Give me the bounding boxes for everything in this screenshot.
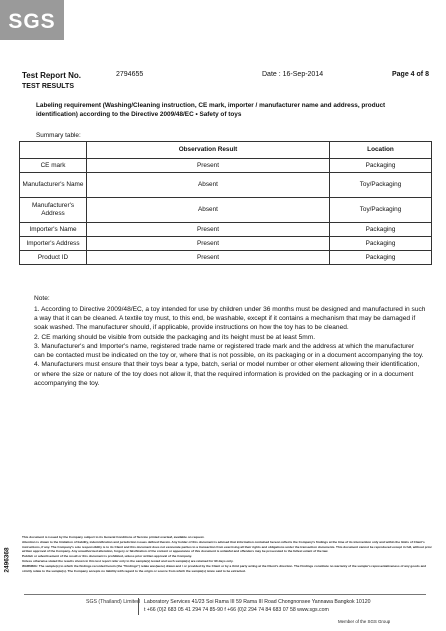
- sgs-logo: [0, 0, 64, 40]
- table-row: [20, 223, 432, 237]
- table-row: [20, 173, 432, 198]
- report-date: [262, 71, 323, 78]
- row-result: Present: [87, 223, 330, 237]
- table-header-row: [20, 142, 432, 159]
- footer-address: Laboratory Services 41/23 Soi Rama III 59 Rama III Road Chongnonsee Yannawa Bangkok 10120: [144, 599, 371, 605]
- row-item: Importer's Name: [20, 223, 87, 237]
- disclaimer-line: Publish or advertisement of the result or this document is prohibited, unless prior written approval of the Company.: [22, 554, 192, 559]
- note-item: 4. Manufacturers must ensure that their toys bear a type, batch, serial or model number or other element allowing their identification, or where the size or nature of the toy does not allow it, that the required information is provided on the packaging or in a document accompanying the toy.: [34, 361, 420, 387]
- disclaimer: [22, 535, 432, 574]
- footer-member: Member of the SGS Group: [338, 619, 391, 624]
- svg-text:SGS: SGS: [8, 10, 56, 33]
- note-item: 3. Manufacturer's and Importer's name, registered trade name or registered trade mark and the address at which the manufacturer can be contacted must be indicated on the toy or, where that is not possible, on its packaging or in a document accompanying the toy.: [34, 342, 424, 360]
- disclaimer-line: This document is issued by the Company subject to its General Conditions of Service printed overleaf, available on request.: [22, 535, 205, 539]
- section-title: TEST RESULTS: [22, 83, 74, 90]
- header-item: [20, 142, 87, 159]
- date-label: Date :: [262, 71, 281, 78]
- table-row: [20, 198, 432, 223]
- header-observation-result: Observation Result: [87, 142, 330, 159]
- header-location: Location: [330, 142, 432, 159]
- row-item: Manufacturer's Address: [20, 198, 87, 223]
- summary-table: [19, 141, 432, 265]
- row-location: Packaging: [330, 251, 432, 265]
- row-item: Product ID: [20, 251, 87, 265]
- page-indicator: Page 4 of 8: [392, 71, 429, 78]
- row-item: Importer's Address: [20, 237, 87, 251]
- footer-divider: [24, 594, 426, 595]
- report-number-label: Test Report No.: [22, 71, 81, 80]
- labeling-requirement: Labeling requirement (Washing/Cleaning instruction, CE mark, importer / manufacturer name and address, product identification) according to the Directive 2009/48/EC • Safety of toys: [36, 102, 386, 118]
- disclaimer-line: WARNING: The sample(s) to which the findings recorded herein (the "Findings") relate was(were) drawn and / or provided by the Client or by a third party acting at the Client's direction. The Findings constitute no warranty of the sample's representativeness of any goods and strictly relate to the sample(s). The Company accepts no liability with regard to the origin or source from which the sample(s) is/are said to be extracted.: [22, 564, 427, 573]
- date-value: 16-Sep-2014: [282, 71, 324, 78]
- row-item: CE mark: [20, 159, 87, 173]
- disclaimer-line: Attention is drawn to the limitation of liability, indemnification and jurisdiction issues defined therein. Any holder of this document is advised that information contained hereon reflects the Company's findings at the time of its intervention only and within the limits of Client's instructions, if any. The Company's sole responsibility is to its Client and this document does not exonerate parties to a transaction from exercising all their rights and obligations under the transaction documents. This document cannot be reproduced except in full, without prior written approval of the Company. Any unauthorized alteration, forgery or falsification of the content or appearance of this document is unlawful and offenders may be prosecuted to the fullest extent of the law.: [22, 539, 432, 554]
- row-location: Packaging: [330, 159, 432, 173]
- table-row: [20, 237, 432, 251]
- disclaimer-line: Unless otherwise stated the results shown in this test report refer only to the sample(s) tested and such sample(s) are retained for 90 days only.: [22, 559, 234, 564]
- row-location: Packaging: [330, 223, 432, 237]
- side-serial-text: 2496368: [3, 547, 11, 573]
- footer-contact: t +66 (0)2 683 05 41 294 74 85-90 f +66 (0)2 294 74 84 683 07 58 www.sgs.com: [144, 607, 329, 613]
- table-row: [20, 251, 432, 265]
- table-row: [20, 159, 432, 173]
- row-result: Present: [87, 251, 330, 265]
- row-result: Present: [87, 237, 330, 251]
- row-location: Packaging: [330, 237, 432, 251]
- row-result: Absent: [87, 198, 330, 223]
- note-item: 2. CE marking should be visible from outside the packaging and its height must be at least 5mm.: [34, 333, 316, 341]
- side-serial-number: [0, 540, 14, 580]
- note-item: 1. According to Directive 2009/48/EC, a toy intended for use by children under 36 months must be designed and manufactured in such a way that it can be cleaned. A textile toy must, to this end, be washable, except if it contains a mechanism that may be damaged if soak washed. The manufacturer should, if applicable, provide instructions on how the toy has to be cleaned.: [34, 306, 426, 332]
- note-heading: Note:: [34, 295, 50, 302]
- summary-label: Summary table:: [36, 132, 81, 139]
- row-location: Toy/Packaging: [330, 198, 432, 223]
- footer-separator: [138, 598, 139, 615]
- row-location: Toy/Packaging: [330, 173, 432, 198]
- notes: [34, 305, 426, 388]
- row-item: Manufacturer's Name: [20, 173, 87, 198]
- footer-company: SGS (Thailand) Limited: [86, 599, 140, 605]
- row-result: Present: [87, 159, 330, 173]
- row-result: Absent: [87, 173, 330, 198]
- report-number: 2794655: [116, 71, 144, 78]
